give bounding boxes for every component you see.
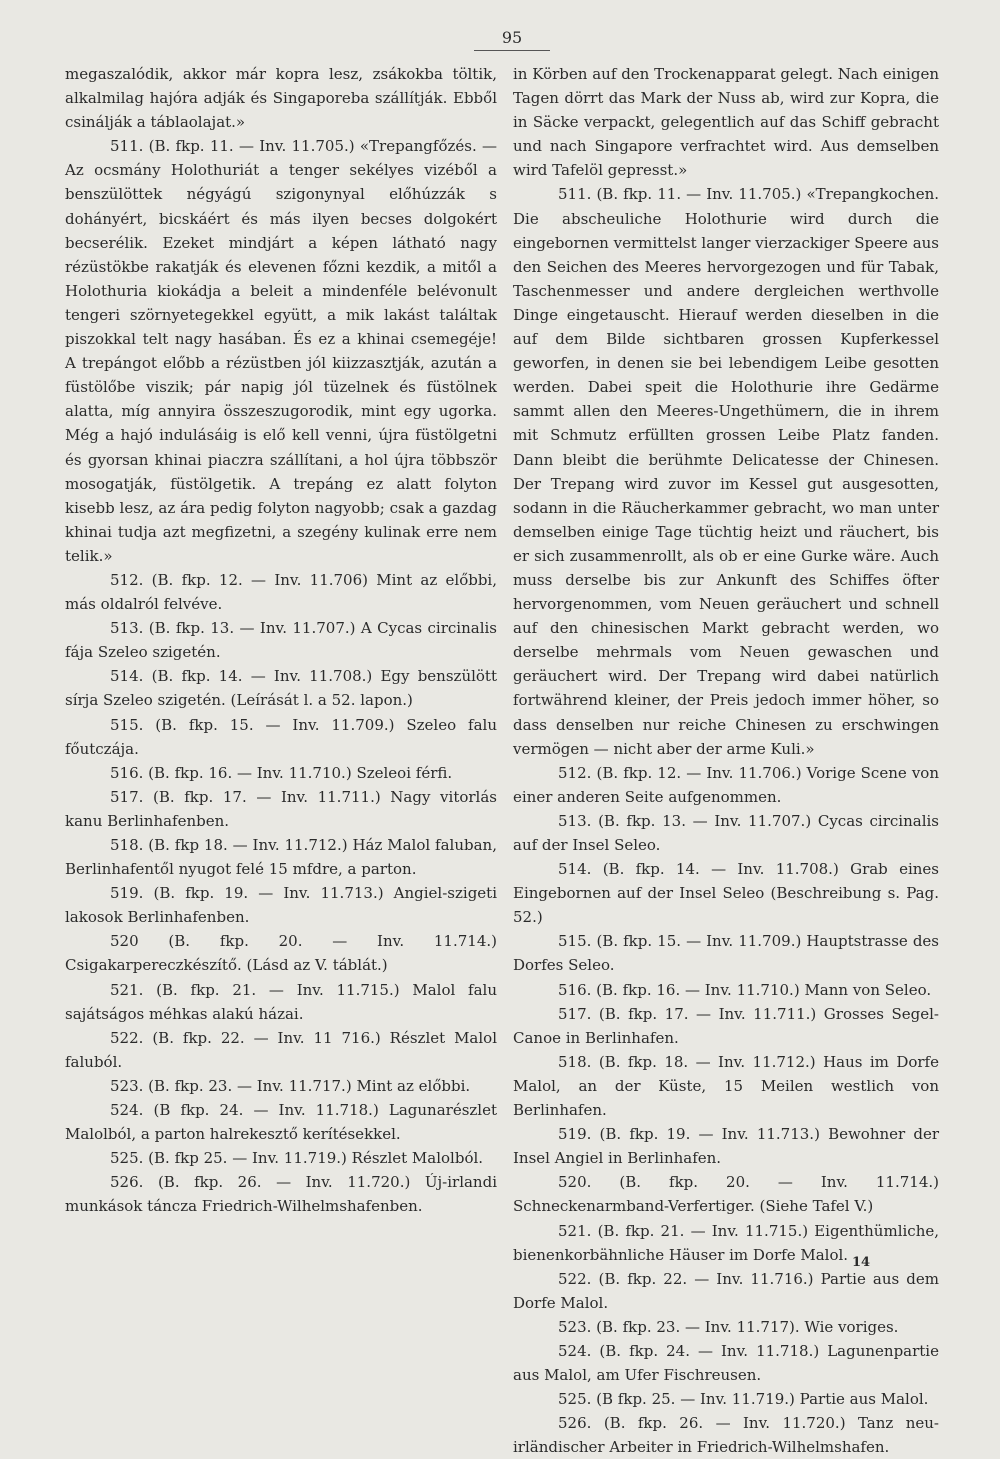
catalog-entry-522: 522. (B. fkp. 22. — Inv. 11.716.) Partie aus dem Dorfe Malol. [513,1269,939,1312]
catalog-entry-516: 516. (B. fkp. 16. — Inv. 11.710.) Szeleoi férfi. [110,763,453,782]
catalog-entry-516: 516. (B. fkp. 16. — Inv. 11.710.) Mann von Seleo. [558,980,932,999]
catalog-entry-513: 513. (B. fkp. 13. — Inv. 11.707.) Cycas circinalis auf der Insel Seleo. [513,811,939,854]
page-number: 95 [474,28,550,51]
catalog-entry-520: 520 (B. fkp. 20. — Inv. 11.714.) Csigakarpereczkészítő. (Lásd az V. táblát.) [65,932,497,975]
catalog-entry-515: 515. (B. fkp. 15. — Inv. 11.709.) Hauptstrasse des Dorfes Seleo. [513,932,939,975]
catalog-entry-525: 525. (B. fkp 25. — Inv. 11.719.) Részlet Malolból. [110,1149,484,1168]
catalog-entry-520: 520. (B. fkp. 20. — Inv. 11.714.) Schneckenarmband-Verfertiger. (Siehe Tafel V.) [513,1173,939,1216]
catalog-entry-511: 511. (B. fkp. 11. — Inv. 11.705.) «Trepangkochen. Die abscheuliche Holothurie wird durch die eingebornen vermittelst langer vierzackiger Speere aus den Seichen des Meeres hervorgezogen und für Tabak, Taschenmesser und andere dergleichen werthvolle Dinge eingetauscht. Hierauf werden dieselben in die auf dem Bilde sichtbaren grossen Kupferkessel geworfen, in denen sie bei lebendigem Leibe gesotten werden. Dabei speit die Holothurie ihre Gedärme sammt allen den Meeres-Ungethümern, die in ihrem mit Schmutz erfüllten grossen Leibe Platz fanden. Dann bleibt die berühmte Delicatesse der Chinesen. Der Trepang wird zuvor im Kessel gut ausgesotten, sodann in die Räucherkammer gebracht, wo man unter demselben einige Tage tüchtig heizt und räuchert, bis er sich zusammenrollt, als ob er eine Gurke wäre. Auch muss derselbe bis zur Ankunft des Schiffes öfter hervorgenommen, vom Neuen geräuchert und schnell auf den chinesischen Markt gebracht werden, wo derselbe mehrmals vom Neuen gewaschen und geräuchert wird. Der Trepang wird dabei natürlich fortwährend kleiner, der Preis jedoch immer höher, so dass denselben nur reiche Chinesen zu erschwingen vermögen — nicht aber der arme Kuli.» [513,185,939,758]
left-column-hungarian [65,62,497,1219]
catalog-entry-514: 514. (B. fkp. 14. — Inv. 11.708.) Grab eines Eingebornen auf der Insel Seleo (Beschreibung s. Pag. 52.) [513,860,939,927]
catalog-entry-511: 511. (B. fkp. 11. — Inv. 11.705.) «Trepangfőzés. — Az ocsmány Holothuriát a tenger sekélyes vizéből a benszülöttek négyágú szigonynyal előhúzzák s dohányért, bicskáért és más ilyen becses dolgokért becserélik. Ezeket mindjárt a képen látható nagy rézüstökbe rakatják és elevenen főzni kezdik, a mitől a Holothuria kiokádja a beleit a mindenféle belévonult tengeri szörnyetegekkel együtt, a mik lakást találtak piszokkal telt nagy hasában. És ez a khinai csemegéje! A trepángot előbb a rézüstben jól kiizzasztják, azután a füstölőbe viszik; pár napig jól tüzelnek és füstölnek alatta, míg annyira összeszugorodik, mint egy ugorka. Még a hajó indulásáig is elő kell venni, újra füstölgetni és gyorsan khinai piaczra szállítani, a hol újra többször mosogatják, füstölgetik. A trepáng ez alatt folyton kisebb lesz, az ára pedig folyton nagyobb; csak a gazdag khinai tudja azt megfizetni, a szegény kulinak erre nem telik.» [65,137,497,565]
catalog-entry-522: 522. (B. fkp. 22. — Inv. 11 716.) Részlet Malol faluból. [65,1028,497,1071]
paragraph: in Körben auf den Trockenapparat gelegt. Nach einigen Tagen dörrt das Mark der Nuss ab, wird zur Kopra, die in Säcke verpackt, gelegentlich auf das Schiff gebracht und nach Singapore verfrachtet wird. Aus demselben wird Tafelöl gepresst.» [513,65,939,180]
catalog-entry-519: 519. (B. fkp. 19. — Inv. 11.713.) Angiel-szigeti lakosok Berlinhafenben. [65,884,497,927]
catalog-entry-518: 518. (B. fkp 18. — Inv. 11.712.) Ház Malol faluban, Berlinhafentől nyugot felé 15 mfdre, a parton. [65,836,497,879]
catalog-entry-524: 524. (B fkp. 24. — Inv. 11.718.) Lagunarészlet Malolból, a parton halrekesztő kerítésekkel. [65,1101,497,1144]
catalog-entry-526: 526. (B. fkp. 26. — Inv. 11.720.) Tanz neu-irländischer Arbeiter in Friedrich-Wilhelmshafen. [513,1414,939,1457]
catalog-entry-514: 514. (B. fkp. 14. — Inv. 11.708.) Egy benszülött sírja Szeleo szigetén. (Leírását l. a 52. lapon.) [65,667,497,710]
sheet-signature-mark: 14 [852,1255,871,1270]
catalog-entry-521: 521. (B. fkp. 21. — Inv. 11.715.) Malol falu sajátságos méhkas alakú házai. [65,980,497,1023]
catalog-entry-523: 523. (B. fkp. 23. — Inv. 11.717.) Mint az előbbi. [110,1076,471,1095]
catalog-entry-521: 521. (B. fkp. 21. — Inv. 11.715.) Eigenthümliche, bienenkorbähnliche Häuser im Dorfe Malol. [513,1221,939,1264]
catalog-entry-515: 515. (B. fkp. 15. — Inv. 11.709.) Szeleo falu főutczája. [65,715,497,758]
catalog-entry-517: 517. (B. fkp. 17. — Inv. 11.711.) Grosses Segel-Canoe in Berlinhafen. [513,1004,939,1047]
catalog-entry-518: 518. (B. fkp. 18. — Inv. 11.712.) Haus im Dorfe Malol, an der Küste, 15 Meilen westlich von Berlinhafen. [513,1052,939,1120]
catalog-entry-526: 526. (B. fkp. 26. — Inv. 11.720.) Új-irlandi munkások táncza Friedrich-Wilhelmshafenben. [65,1173,497,1216]
catalog-entry-512: 512. (B. fkp. 12. — Inv. 11.706.) Vorige Scene von einer anderen Seite aufgenommen. [513,763,939,806]
catalog-entry-513: 513. (B. fkp. 13. — Inv. 11.707.) A Cycas circinalis fája Szeleo szigetén. [65,619,497,662]
right-column-german [513,62,939,1459]
catalog-entry-525: 525. (B fkp. 25. — Inv. 11.719.) Partie aus Malol. [558,1390,929,1409]
catalog-entry-524: 524. (B. fkp. 24. — Inv. 11.718.) Lagunenpartie aus Malol, am Ufer Fischreusen. [513,1341,939,1385]
catalog-entry-512: 512. (B. fkp. 12. — Inv. 11.706) Mint az előbbi, más oldalról felvéve. [65,570,497,614]
paragraph: megaszalódik, akkor már kopra lesz, zsákokba töltik, alkalmilag hajóra adják és Singaporeba szállítják. Ebből csinálják a táblaolajat.» [65,65,497,132]
catalog-entry-523: 523. (B. fkp. 23. — Inv. 11.717). Wie voriges. [558,1317,899,1336]
catalog-entry-519: 519. (B. fkp. 19. — Inv. 11.713.) Bewohner der Insel Angiel in Berlinhafen. [513,1125,939,1168]
catalog-entry-517: 517. (B. fkp. 17. — Inv. 11.711.) Nagy vitorlás kanu Berlinhafenben. [65,787,497,830]
